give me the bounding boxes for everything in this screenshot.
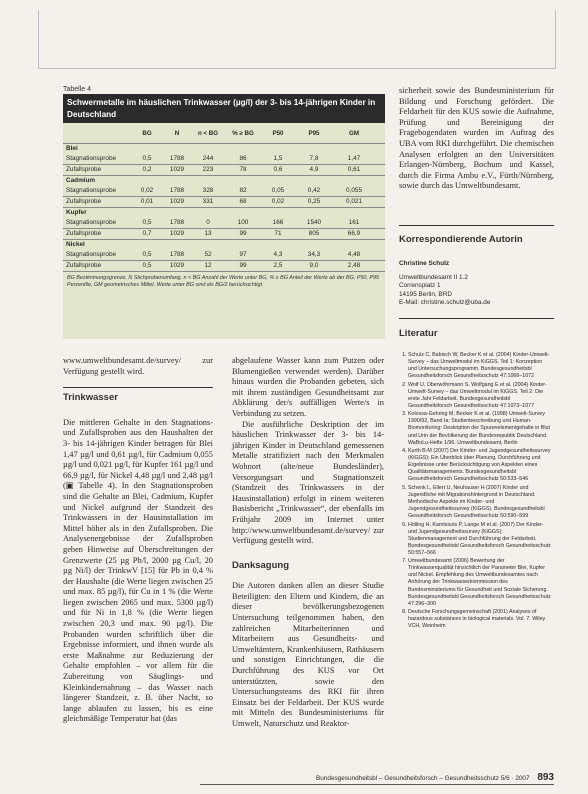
table-cell: 805	[308, 229, 320, 237]
table-cell: 97	[239, 251, 247, 258]
table-row	[63, 228, 385, 239]
table-cell: 244	[202, 155, 214, 162]
metal-name: Nickel	[66, 241, 85, 248]
table-cell: 2,48	[347, 261, 361, 269]
table-cell: 4,48	[347, 251, 361, 258]
table-cell: 0,7	[142, 229, 152, 237]
table-cell: 99	[239, 261, 247, 269]
table-cell: 13	[204, 229, 212, 237]
author-address	[399, 260, 554, 308]
metal-group	[63, 176, 385, 208]
table-cell: Zufallsprobe	[66, 197, 102, 205]
table-cell: Stagnationsprobe	[66, 187, 117, 194]
table-cell: 0,42	[307, 187, 321, 194]
middle-column	[232, 356, 384, 730]
table-cell: 71	[274, 229, 282, 237]
journal-name: Bundesgesundheitsbl – Gesundheitsforsch – Gesundheitsschutz 5/6 · 2007	[316, 775, 530, 782]
table-cell: 78	[239, 165, 247, 173]
reference-item: 5. Schenk L, Ellert U, Neuhauser H (2007) Kinder und Jugendliche mit Migrationshintergrund in Deutschland. Methodische Aspekte im Kinder- und Jugendgesundheitssurvey (KiGGS). Bundesgesundheitsbl Gesundheitsforsch Gesundheitsschutz 50:590–599	[408, 485, 551, 520]
table-cell: 1029	[169, 229, 185, 237]
danksagung-paragraph: Die Autoren danken allen an dieser Studie Beteiligten: den Eltern und Kindern, die an dieser bevölkerungsbezogenen Untersuchung teilgenommen haben, den zahlreichen Mitarbeiterinnen und Mitarbeitern aus Gesundheits- und Umweltämtern, Krankenhäusern, Rathäusern und sonstigen Einrichtungen, die die Durchführung des KUS vor Ort unterstützten, sowie den Untersuchungsteams des RKI für ihren Einsatz bei der Feldarbeit. Der KUS wurde mit Mitteln des Bundesministeriums für Umwelt, Naturschutz und Reaktor-	[232, 581, 384, 728]
email-link[interactable]: E-Mail: christine.schulz@uba.de	[399, 299, 491, 307]
reference-item: 2. Wolf U, Oberwöhrmann S, Wolfgang E et al. (2004) Kinder-Umwelt-Survey – das Umweltmodul im KiGGS. Teil 2: Die erste Jahr Feldarbeit. Bundesgesundheitsbl Gesundheitsforsch Gesundheitsschutz 47:1073–1077	[408, 382, 551, 410]
heading-korrespondierende-autorin: Korrespondierende Autorin	[399, 234, 523, 245]
table-title: Schwermetalle im häuslichen Trinkwasser (µg/l) der 3- bis 14-jährigen Kinder in Deutschland	[63, 94, 385, 123]
table-cell: 0,01	[140, 197, 154, 205]
table-row	[63, 218, 385, 228]
table-cell: 0,6	[273, 165, 283, 173]
section-rule	[399, 225, 554, 226]
table-cell: 1788	[169, 251, 185, 258]
table-cell: 4,9	[309, 165, 319, 173]
table-cell: Zufallsprobe	[66, 229, 102, 237]
reference-list	[399, 352, 551, 632]
table-cell: 52	[204, 251, 212, 258]
heading-danksagung: Danksagung	[232, 559, 290, 571]
table-cell: 2,5	[273, 261, 283, 269]
metal-group	[63, 208, 385, 240]
table-cell: 1788	[169, 219, 185, 226]
right-column	[399, 86, 554, 192]
table-cell: 0	[206, 219, 210, 226]
table-cell: 0,5	[142, 261, 152, 269]
table-cell: Zufallsprobe	[66, 261, 102, 269]
reference-item: 1. Schulz C, Babisch W, Becker K et al. (2004) Kinder-Umwelt-Survey – das Umweltmodul im KiGGS. Teil 1: Konzeption und Untersuchungsprogramm. Bundesgesundheitsbl Gesundheitsforsch Gesundheitsschutz 47:1066–1072	[408, 352, 551, 380]
reference-item: 4. Kurth B-M (2007) Der Kinder- und Jugendgesundheitssurvey (KiGGS): Ein Überblick über Planung, Durchführung und Ergebnisse unter Berücksichtigung von Aspekten eines Qualitätsmanagements. Bundesgesundheitsbl Gesundheitsforsch Gesundheitsschutz 50:533–546	[408, 448, 551, 483]
table-cell: 100	[237, 219, 249, 226]
table-cell: Stagnationsprobe	[66, 219, 117, 226]
header-cell: P50	[272, 129, 284, 137]
table-cell: 0,5	[142, 219, 152, 226]
paragraph: Die ausführliche Deskription der im häuslichen Trinkwasser der 3- bis 14-jährigen Kinder in Deutschland gemessenen Metalle stratifiziert nach den Merkmalen Wohnort (alte/neue Bundesländer), Versorgungsart und Stagnationszeit (Standzeit des Trinkwassers in der Hausinstallation) erfolgt in einem weiteren Basisbericht „Trinkwasser“, der ebenfalls im Frühjahr 2009 im Internet unter http://www.umweltbundesamt.de/survey/ zur Verfügung gestellt wird.	[232, 419, 384, 546]
reference-item: 7. Umweltbundesamt (2006) Bewertung der Trinkwasserqualität hinsichtlich der Parameter Blei, Kupfer und Nickel. Empfehlung des Umweltbundesamtes nach Anhörung der Trinkwasserkommission des Bundesministeriums für Gesundheit und Soziale Sicherung. Bundesgesundheitsbl Gesundheitsforsch Gesundheitsschutz 47:296–300	[408, 558, 551, 607]
table-cell: 68	[239, 197, 247, 205]
intro-paragraph: www.umweltbundesamt.de/survey/ zur Verfügung gestellt wird.	[63, 356, 213, 376]
table-cell: Stagnationsprobe	[66, 155, 117, 162]
table-row	[63, 164, 385, 175]
table-cell: 0,02	[271, 197, 285, 205]
table-cell: 9,0	[309, 261, 319, 269]
metal-group	[63, 144, 385, 176]
table-cell: 1788	[169, 187, 185, 194]
footer-rule	[200, 784, 554, 785]
author-name: Christine Schulz	[399, 260, 450, 267]
table-cell: 0,05	[271, 187, 285, 194]
table-cell: 4,3	[273, 251, 283, 258]
table-cell: 1029	[169, 165, 185, 173]
table-cell: 86	[239, 155, 247, 162]
header-cell: P95	[308, 129, 320, 137]
table-cell: 0,02	[140, 187, 154, 194]
address-line: 14195 Berlin, BRD	[399, 290, 452, 298]
table-cell: 99	[239, 229, 247, 237]
table-cell: 0,055	[346, 187, 362, 194]
header-cell: GM	[349, 129, 359, 137]
table-row	[63, 186, 385, 196]
table-row	[63, 196, 385, 207]
table-footnote: BG Bestimmungsgrenze, N Stichprobenumfang, n < BG Anzahl der Werte unter BG, % ≥ BG Anteil der Werte ab der BG, P50, P95 Perzentile, GM geometrisches Mittel, Werte unter BG sind als BG/2 berücksichtigt.	[67, 275, 380, 288]
table-cell: 0,25	[307, 197, 321, 205]
table-cell: 1029	[169, 197, 185, 205]
reference-item: 3. Kolossa-Gehring M, Becker K et al. (1998) Umwelt-Survey 1990/92, Band Ia: Studienbeschreibung und Human-Biomonitoring: Deskription der Spurenelementgehalte in Blut und Urin der Bevölkerung der Bundesrepublik Deutschland. WaBoLu-Hefte 1/96. Umweltbundesamt, Berlin	[408, 411, 551, 446]
table-cell: 166	[272, 219, 284, 226]
table-cell: 66,9	[347, 229, 361, 237]
page-number: 893	[537, 772, 554, 783]
table-cell: 1788	[169, 155, 185, 162]
table-cell: Stagnationsprobe	[66, 251, 117, 258]
section-rule	[399, 318, 554, 319]
table-cell: 331	[202, 197, 214, 205]
address-line: Umweltbundesamt II 1.2	[399, 273, 468, 281]
trinkwasser-paragraph: Die mittleren Gehalte in den Stagnations- und Zufallsproben aus den Haushalten der 3- bis 14-jährigen Kinder betragen für Blei 1,47 µg/l und 0,61 µg/l, für Cadmium 0,055 µg/l und 0,021 µg/l, für Kupfer 161 µg/l und 66,9 µg/l, für Nickel 4,48 µg/l und 2,48 µg/l (▣ Tabelle 4). In den Stagnationsproben sind die Gehalte an Blei, Cadmium, Kupfer und Nickel aufgrund der Standzeit des Trinkwassers in der Hausinstallation im Mittel höher als in den Zufallsproben. Die Analysenergebnisse der Zufallsproben geben Hinweise auf Überschreitungen der Grenzwerte (25 µg Pb/l, 2000 µg Cu/l, 20 µg Ni/l) der TrinkwV [15] für Pb in 0,4 % der Haushalte (die Werte liegen zwischen 25 und max. 85 µg/l), für Cu in 1 % (die Werte liegen zwischen 2065 und max. 5300 µg/l) und für Ni in 1,8 % (die Werte liegen zwischen 20,3 und max. 90 µg/l). Die Probanden wurden schriftlich über die Ergebnisse informiert, und ihnen wurde als erste Maßnahme zur Reduzierung der Gehalte empfohlen – vor allem für die Zubereitung von Säuglings- und Kleinkindernahrung – das Wasser nach längerer Standzeit, z. B. über Nacht, so lange ablaufen zu lassen, bis es eine gleichmäßige Temperatur hat (das	[63, 417, 213, 724]
table-row	[63, 250, 385, 260]
table-cell: 0,021	[346, 197, 362, 205]
table-cell: 1029	[169, 261, 185, 269]
table-row	[63, 260, 385, 271]
reference-item: 6. Hölling H, Kamtsiuris P, Lange M et al. (2007) Der Kinder- und Jugendgesundheitssurvey (KiGGS): Studienmanagement und Durchführung der Feldarbeit. Bundesgesundheitsbl Gesundheitsforsch Gesundheitsschutz 50:557–566	[408, 522, 551, 557]
page-header-frame	[38, 10, 556, 69]
metal-name: Kupfer	[66, 209, 87, 216]
header-cell: N	[174, 129, 180, 137]
metals-table	[63, 94, 385, 339]
paragraph: abgelaufene Wasser kann zum Putzen oder Blumengießen verwendet werden). Darüber hinaus wurden die Probanden gebeten, sich mit ihrem zuständigen Gesundheitsamt zur Abklärung der/s auffälligen Werte/s in Verbindung zu setzen.	[232, 356, 384, 418]
table-cell: 223	[202, 165, 214, 173]
table-cell: 161	[348, 219, 360, 226]
page-footer	[200, 772, 554, 783]
metal-name: Cadmium	[66, 177, 96, 184]
metal-group	[63, 240, 385, 272]
table-cell: Zufallsprobe	[66, 165, 102, 173]
paragraph: sicherheit sowie des Bundesministerium für Bildung und Forschung gefördert. Die Feldarbeit für den KUS sowie die Aufnahme, Prüfung und Bereinigung der Fragebogendaten wurden im Auftrag des UBA vom RKI durchgeführt. Die chemischen Analysen erfolgten an den Universitäten Erlangen-Nürnberg, Bochum und Kassel, durch die Firma Ambu e.V., Fürth/Nürnberg, sowie durch das Umweltbundesamt.	[399, 86, 554, 191]
table-cell: 0,5	[142, 251, 152, 258]
heading-literatur: Literatur	[399, 328, 438, 339]
table-label: Tabelle 4	[63, 86, 92, 93]
section-rule	[63, 387, 213, 388]
reference-item: 8. Deutsche Forschungsgemeinschaft (2001) Analyses of hazardous substances in biological materials. Vol. 7. Wiley VCH, Weinheim	[408, 609, 551, 630]
table-cell: 0,5	[142, 155, 152, 162]
left-column	[63, 356, 213, 725]
table-body	[63, 144, 385, 272]
metal-name: Blei	[66, 145, 78, 152]
table-header-row	[63, 123, 385, 144]
header-cell: % ≥ BG	[232, 129, 254, 137]
header-cell: BG	[142, 129, 152, 137]
table-cell: 1,47	[347, 155, 361, 162]
address-line: Corrensplatz 1	[399, 282, 441, 290]
table-cell: 7,8	[309, 155, 319, 162]
table-cell: 0,2	[142, 165, 152, 173]
heading-trinkwasser: Trinkwasser	[63, 392, 118, 404]
table-row	[63, 154, 385, 164]
header-cell: n < BG	[197, 129, 219, 137]
table-cell: 1,5	[273, 155, 283, 162]
table-cell: 0,61	[347, 165, 361, 173]
table-cell: 34,3	[307, 251, 321, 258]
table-cell: 328	[202, 187, 214, 194]
table-cell: 1540	[306, 219, 322, 226]
table-cell: 82	[239, 187, 247, 194]
table-cell: 12	[204, 261, 212, 269]
